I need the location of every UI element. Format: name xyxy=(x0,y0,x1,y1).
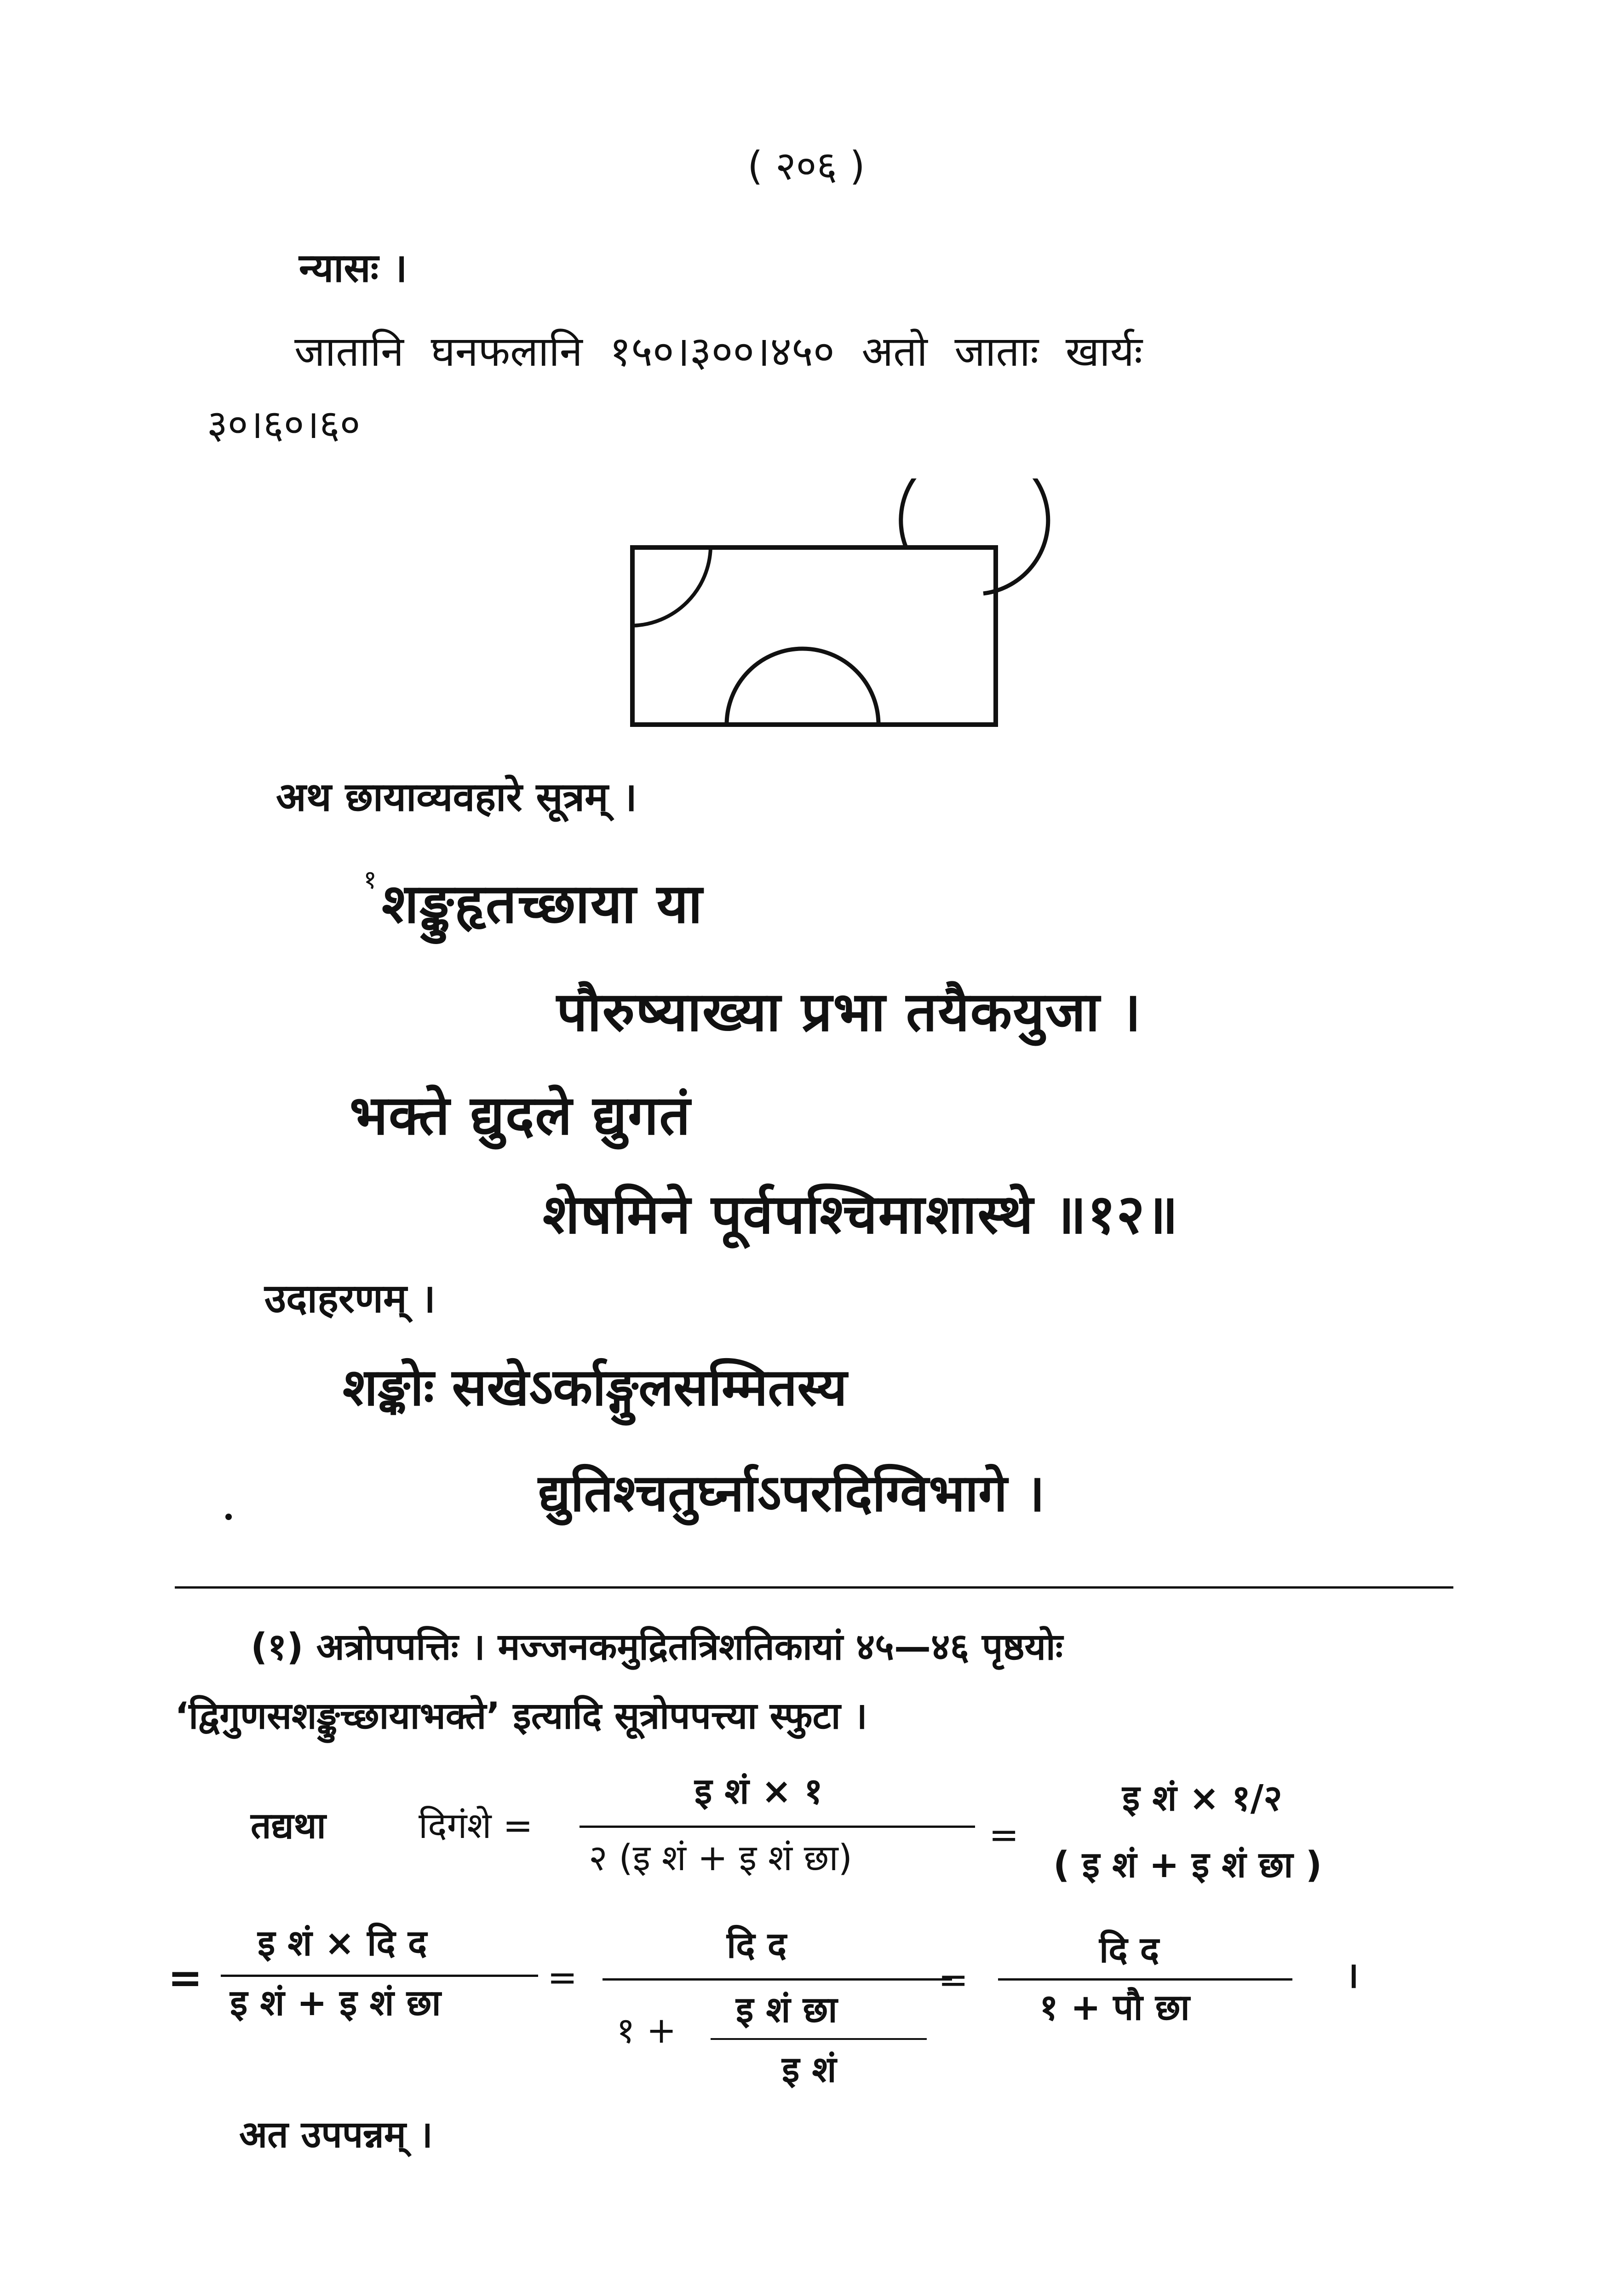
eq1-frac1-bar xyxy=(580,1826,975,1828)
eq1-frac1-denominator: २ (इ शं + इ शं छा) xyxy=(589,1837,853,1879)
footnote-line-1: (१) अत्रोपपत्तिः । मज्जनकमुद्रितत्रिशतिकायां ४५—४६ पृष्ठयोः xyxy=(251,1625,1063,1668)
eq1-lhs: दिगंशे = xyxy=(419,1805,533,1847)
eq1-frac2-denominator: ( इ शं + इ शं छा ) xyxy=(1053,1844,1322,1886)
eq2-equals-b: = xyxy=(938,1959,969,2001)
nyasa-label: न्यासः । xyxy=(299,245,407,291)
eq2-frac3-numerator: दि द xyxy=(1099,1930,1159,1971)
eq2-frac2-inner-numerator: इ शं छा xyxy=(736,1989,838,2031)
eq2-equals-a: = xyxy=(547,1957,578,1999)
udaharanam-label: उदाहरणम् । xyxy=(264,1276,436,1322)
eq2-end-danda: । xyxy=(1345,1955,1359,1996)
eq1-frac2-numerator: इ शं × १/२ xyxy=(1122,1778,1282,1819)
sutra-line-1: शङ्कुहृतच्छाया या xyxy=(382,872,703,935)
eq2-frac3-denominator: १ + पौ छा xyxy=(1039,1987,1190,2028)
footnote-rule xyxy=(175,1586,1453,1589)
eq2-frac2-numerator: दि द xyxy=(727,1925,787,1966)
eq1-equals: = xyxy=(989,1814,1019,1856)
sutra-line-2: पौरुष्याख्या प्रभा तयैकयुजा । xyxy=(557,980,1142,1043)
page-number: ( २०६ ) xyxy=(747,143,865,189)
stray-mark xyxy=(225,1514,232,1520)
eq2-frac1-numerator: इ शं × दि द xyxy=(258,1923,427,1964)
eq1-lead: तद्यथा xyxy=(251,1805,326,1847)
eq2-frac2-inner-denominator: इ शं xyxy=(782,2049,837,2091)
eq2-frac1-denominator: इ शं + इ शं छा xyxy=(230,1982,441,2024)
eq2-frac2-denominator-prefix: १ + xyxy=(616,2010,677,2051)
sutra-footnote-mark: १ xyxy=(363,865,377,895)
eq2-frac2-inner-bar xyxy=(711,2038,927,2040)
nyasa-figure xyxy=(612,478,1062,736)
eq1-frac1-numerator: इ शं × १ xyxy=(694,1771,823,1812)
eq2-lead-sign: = xyxy=(168,1954,203,2002)
eq2-frac1-bar xyxy=(221,1975,538,1977)
sutra-line-4: शेषमिने पूर्वपश्चिमाशास्थे ॥१२॥ xyxy=(543,1182,1179,1246)
conclusion: अत उपपन्नम् । xyxy=(239,2113,433,2156)
eq2-frac3-bar xyxy=(998,1978,1292,1981)
sutra-line-3: भक्ते द्युदले द्युगतं xyxy=(350,1083,691,1147)
footnote-line-2: ‘द्विगुणसशङ्कुच्छायाभक्ते’ इत्यादि सूत्रोपपत्त्या स्फुटा । xyxy=(175,1694,867,1737)
chaya-heading: अथ छायाव्यवहारे सूत्रम् । xyxy=(276,774,637,820)
example-line-2: द्युतिश्चतुर्घ्नाऽपरदिग्विभागे । xyxy=(538,1463,1045,1523)
kharya-values: ३०।६०।६० xyxy=(207,402,361,448)
ghanaphala-line: जातानि घनफलानि १५०।३००।४५० अतो जाताः खार्यः xyxy=(294,328,1143,376)
example-line-1: शङ्कोः सखेऽर्काङ्गुलसम्मितस्य xyxy=(343,1358,847,1417)
eq2-frac2-bar xyxy=(603,1978,952,1981)
